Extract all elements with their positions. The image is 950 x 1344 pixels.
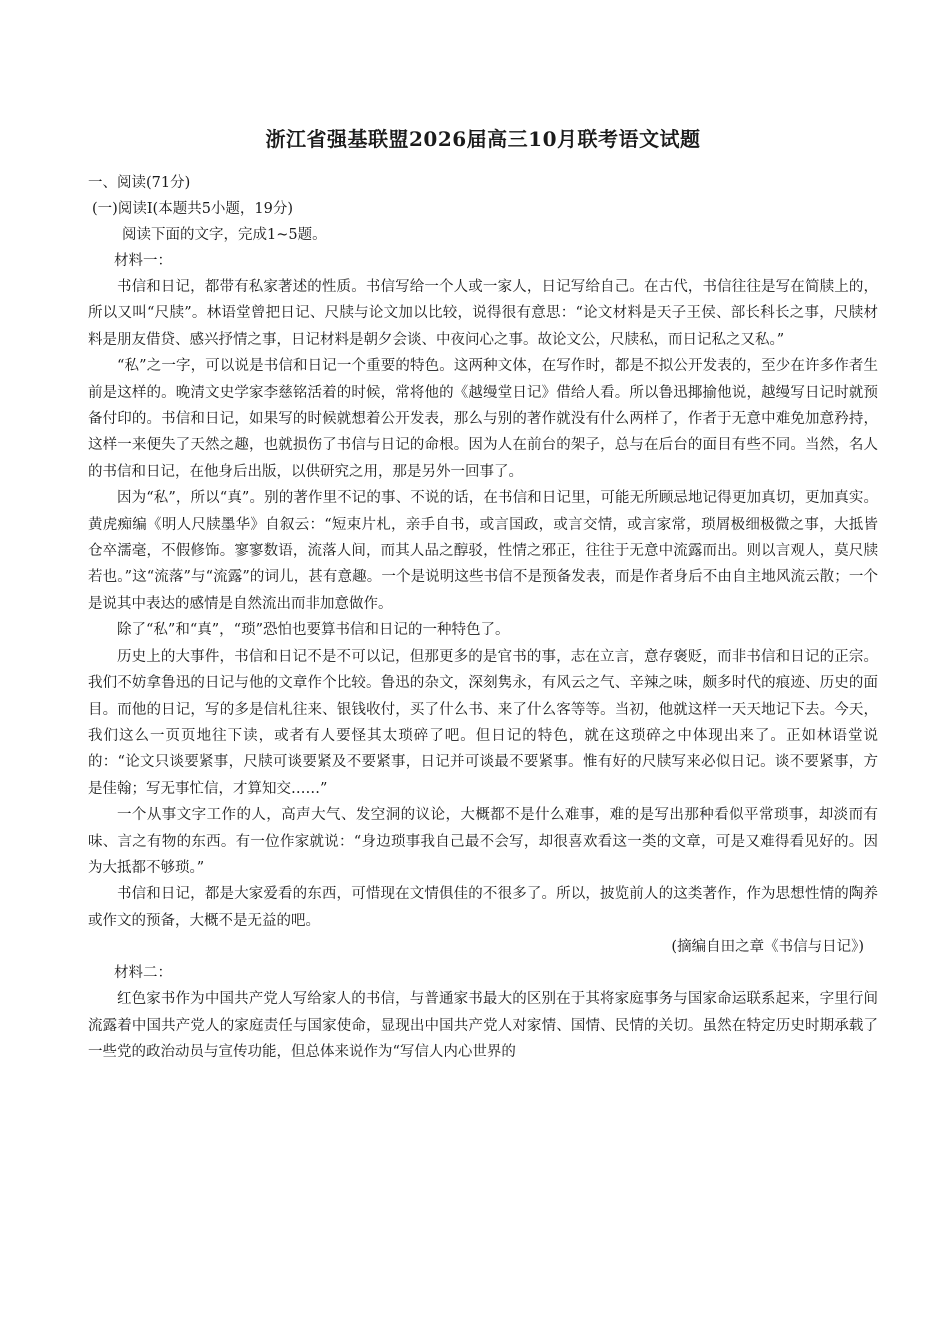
section-heading: 一、阅读(71分) xyxy=(88,175,191,191)
paragraph: 一个从事文字工作的人，高声大气、发空洞的议论，大概都不是什么难事，难的是写出那种看似平常琐事，却淡而有味、言之有物的东西。有一位作家就说：“身边琐事我自己最不会写，却很喜欢看这一类的文章，可是又难得看见好的。因为大抵都不够琐。” xyxy=(88,807,878,876)
paragraph: 历史上的大事件，书信和日记不是不可以记，但那更多的是官书的事，志在立言，意存褒贬，而非书信和日记的正宗。我们不妨拿鲁迅的日记与他的文章作个比较。鲁迅的杂文，深刻隽永，有风云之气、辛辣之味，颇多时代的痕迹、历史的面目。而他的日记，写的多是信札往来、银钱收付，买了什么书、来了什么客等等。当初，他就这样一天天地记下去。今天，我们这么一页页地往下读，或者有人要怪其太琐碎了吧。但日记的特色，就在这琐碎之中体现出来了。正如林语堂说的：“论文只谈要紧事，尺牍可谈要紧及不要紧事，日记并可谈最不要紧事。惟有好的尺牍写来必似日记。谈不要紧事，方是佳翰；写无事忙信，才算知交……” xyxy=(88,648,878,797)
instruction: 阅读下面的文字，完成1~5题。 xyxy=(122,227,327,243)
paragraph: 书信和日记，都是大家爱看的东西，可惜现在文情俱佳的不很多了。所以，披览前人的这类著作，作为思想性情的陶养或作文的预备，大概不是无益的吧。 xyxy=(88,886,878,929)
paragraph: 除了“私”和“真”，“琐”恐怕也要算书信和日记的一种特色了。 xyxy=(117,622,510,639)
paragraph: 书信和日记，都带有私家著述的性质。书信写给一个人或一家人，日记写给自己。在古代，书信往往是写在简牍上的，所以又叫“尺牍”。林语堂曾把日记、尺牍与论文加以比较，说得很有意思：“论文材料是天子王侯、部长科长之事，尺牍材料是朋友借贷、感兴抒情之事，日记材料是朝夕会谈、中夜问心之事。故论文公，尺牍私，而日记私之又私。” xyxy=(88,279,878,348)
paragraph: “私”之一字，可以说是书信和日记一个重要的特色。这两种文体，在写作时，都是不拟公开发表的，至少在许多作者生前是这样的。晚清文史学家李慈铭活着的时候，常将他的《越缦堂日记》借给人看。所以鲁迅揶揄他说，越缦写日记时就预备付印的。书信和日记，如果写的时候就想着公开发表，那么与别的著作就没有什么两样了，作者于无意中难免加意矜持，这样一来便失了天然之趣，也就损伤了书信与日记的命根。因为人在前台的架子，总与在后台的面目有些不同。当然，名人的书信和日记，在他身后出版，以供研究之用，那是另外一回事了。 xyxy=(88,358,878,480)
paragraph: 红色家书作为中国共产党人写给家人的书信，与普通家书最大的区别在于其将家庭事务与国家命运联系起来，字里行间流露着中国共产党人的家庭责任与国家使命，显现出中国共产党人对家情、国情、民情的关切。虽然在特定历史时期承载了一些党的政治动员与宣传功能，但总体来说作为“写信人内心世界的 xyxy=(88,991,878,1060)
paragraph: 因为“私”，所以“真”。别的著作里不记的事、不说的话，在书信和日记里，可能无所顾忌地记得更加真切，更加真实。黄虎痴编《明人尺牍墨华》自叙云：“短束片札，亲手自书，或言国政，或言交情，或言家常，琐屑极细极微之事，大抵皆仓卒濡毫，不假修饰。寥寥数语，流落人间，而其人品之醇驳，性情之邪正，往往于无意中流露而出。则以言观人，莫尺牍若也。”这“流落”与“流露”的词儿，甚有意趣。一个是说明这些书信不是预备发表，而是作者身后不由自主地风流云散；一个是说其中表达的感情是自然流出而非加意做作。 xyxy=(88,490,878,612)
exam-page xyxy=(88,124,878,1065)
exam-title: 浙江省强基联盟2026届高三10月联考语文试题 xyxy=(265,127,701,151)
source-citation: (摘编自田之章《书信与日记》) xyxy=(671,939,864,956)
material-1-label: 材料一： xyxy=(114,253,172,269)
material-2-label: 材料二： xyxy=(114,965,172,982)
subsection-heading: (一)阅读Ⅰ(本题共5小题，19分) xyxy=(92,201,294,217)
